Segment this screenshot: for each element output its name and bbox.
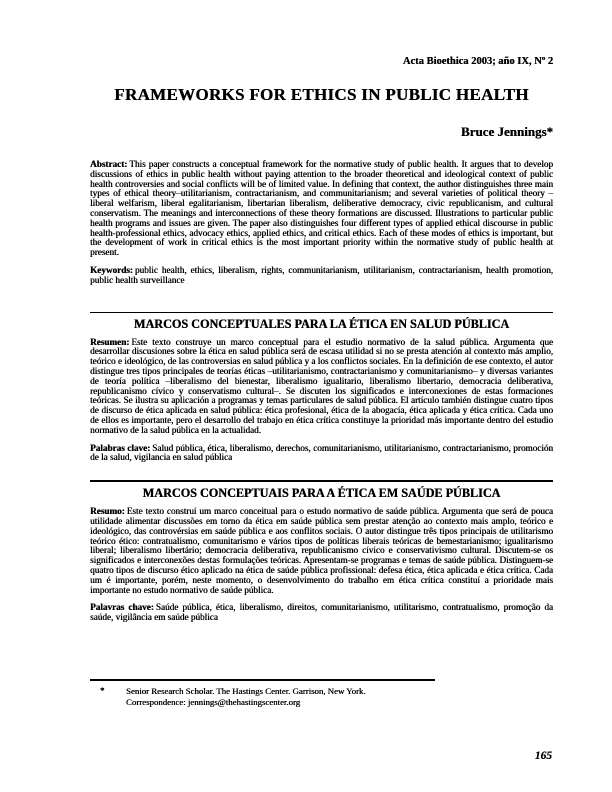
portuguese-keywords-text: Saúde pública, ética, liberalismo, direitos, comunitarianismo, utilitarismo, contratualismo, promoção da saúde, vigilância em saúde pública	[90, 602, 554, 623]
author-name: Bruce Jennings*	[460, 124, 553, 139]
keywords-paragraph	[90, 266, 553, 286]
correspondence-label: Correspondence:	[126, 697, 186, 707]
footnote-correspondence	[126, 697, 553, 708]
portuguese-keywords-paragraph	[90, 603, 553, 623]
portuguese-section-heading: MARCOS CONCEPTUAIS PARA A ÉTICA EM SAÚDE PÚBLICA	[142, 486, 501, 501]
spanish-section-heading: MARCOS CONCEPTUALES PARA LA ÉTICA EN SALUD PÚBLICA	[133, 316, 510, 331]
keywords-text: public health, ethics, liberalism, rights, communitarianism, utilitarianism, contractarianism, health promotion, public health surveillance	[90, 264, 553, 285]
section-divider-portuguese	[90, 480, 553, 482]
spanish-keywords-text: Salud pública, ética, liberalismo, derechos, comunitarianismo, utilitarianismo, contractarianismo, promoción de la salud, vigilancia en salud pública	[90, 442, 553, 463]
spanish-abstract-label: Resumen:	[90, 336, 130, 347]
abstract-label: Abstract:	[90, 159, 128, 169]
abstract-text: This paper constructs a conceptual framework for the normative study of public health. It argues that to develop discussions of ethics in public health without paying attention to the broader theoretical and ideological context of public health controversies and social conflicts will be of limited value. In defining that context, the author distinguishes three main types of ethical theory–utilitarianism, contractarianism, and communitarianism; and several varieties of political theory –liberal welfarism, liberal egalitarianism, libertarian liberalism, deliberative democracy, civic republicanism, and cultural conservatism. The meanings and interconnections of these theory formations are discussed. Illustrations to particular public health programs and issues are given. The paper also distinguishes four different types of applied ethical discourse in public health-professional ethics, advocacy ethics, applied ethics, and critical ethics. Each of these modes of ethics is important, but the development of work in critical ethics is the most important priority within the normative study of public health at present.	[90, 159, 553, 258]
portuguese-abstract-text: Este texto construí um marco conceitual para o estudo normativo de saúde pública. Argumenta que será de pouca utilidade alimentar discussões em torno da ética em saúde pública sem prestar atenção ao contexto mais amplo, teórico e ideológico, das controvérsias em saúde pública e aos conflitos sociais. O autor distingue três tipos principais de utilitarismo teórico ético: contratualismo, comunitarismo e vários tipos de políticas liberais teóricas de bemestarianismo; igualitarismo liberal; liberalismo libertário; democracia deliberativa, republicanismo cívico e conservativismo cultural. Discutem-se os significados e interconexões destas formulações teóricas. Apresentam-se programas e temas de saúde pública. Distinguem-se quatro tipos de discurso ético aplicado na ética de saúde pública profissional: defesa ética, ética aplicada e ética crítica. Cada um é importante, porém, neste momento, o desenvolvimento do trabalho em ética crítica constituí a prioridade mais importante no estudo normativo de saúde pública.	[90, 506, 553, 595]
section-divider-spanish	[90, 312, 553, 313]
page-content	[90, 56, 553, 623]
spanish-abstract-text: Este texto construye un marco conceptual para el estudio normativo de la salud pública. Argumenta que desarrollar discusiones sobre la ética en salud pública será de escasa utilidad si no se presta atención al contexto más amplio, teórico e ideológico, de las controversias en salud pública y a los conflictos sociales. En la definición de ese contexto, el autor distingue tres tipos principales de teorías éticas –utilitarianismo, contractarianismo y comunitarianismo– y diversas variantes de teoría política –liberalismo del bienestar, liberalismo igualitario, liberalismo libertario, democracia deliberativa, republicanismo cívico y conservatismo cultural–. Se discuten los significados e interconexiones de estas formaciones teóricas. Se ilustra su aplicación a programas y temas particulares de salud pública. El artículo también distingue cuatro tipos de discurso de ética aplicada en salud pública: ética profesional, ética de la abogacía, ética aplicada y ética crítica. Cada uno de ellos es importante, pero el desarrollo del trabajo en ética crítica constituye la prioridad más importante dentro del estudio normativo de la salud pública en la actualidad.	[90, 336, 553, 435]
spanish-keywords-label: Palabras clave:	[90, 442, 151, 453]
abstract-paragraph	[90, 160, 553, 258]
spanish-abstract-paragraph	[90, 338, 553, 436]
footnote-marker: *	[100, 685, 105, 695]
keywords-label: Keywords:	[90, 264, 133, 275]
footnote-affiliation: Senior Research Scholar. The Hastings Center. Garrison, New York.	[126, 686, 366, 696]
footnote-divider	[90, 679, 435, 681]
spanish-keywords-paragraph	[90, 444, 553, 464]
paper-title: FRAMEWORKS FOR ETHICS IN PUBLIC HEALTH	[114, 85, 529, 104]
portuguese-keywords-label: Palavras chave:	[90, 602, 154, 613]
footnote-block	[90, 679, 553, 708]
correspondence-email: jennings@thehastingscenter.org	[187, 697, 301, 707]
journal-header: Acta Bioethica 2003; año IX, Nº 2	[402, 56, 553, 67]
portuguese-abstract-label: Resumo:	[90, 506, 125, 517]
page-number: 165	[534, 750, 552, 762]
portuguese-abstract-paragraph	[90, 507, 553, 595]
footnote-body	[90, 686, 553, 708]
